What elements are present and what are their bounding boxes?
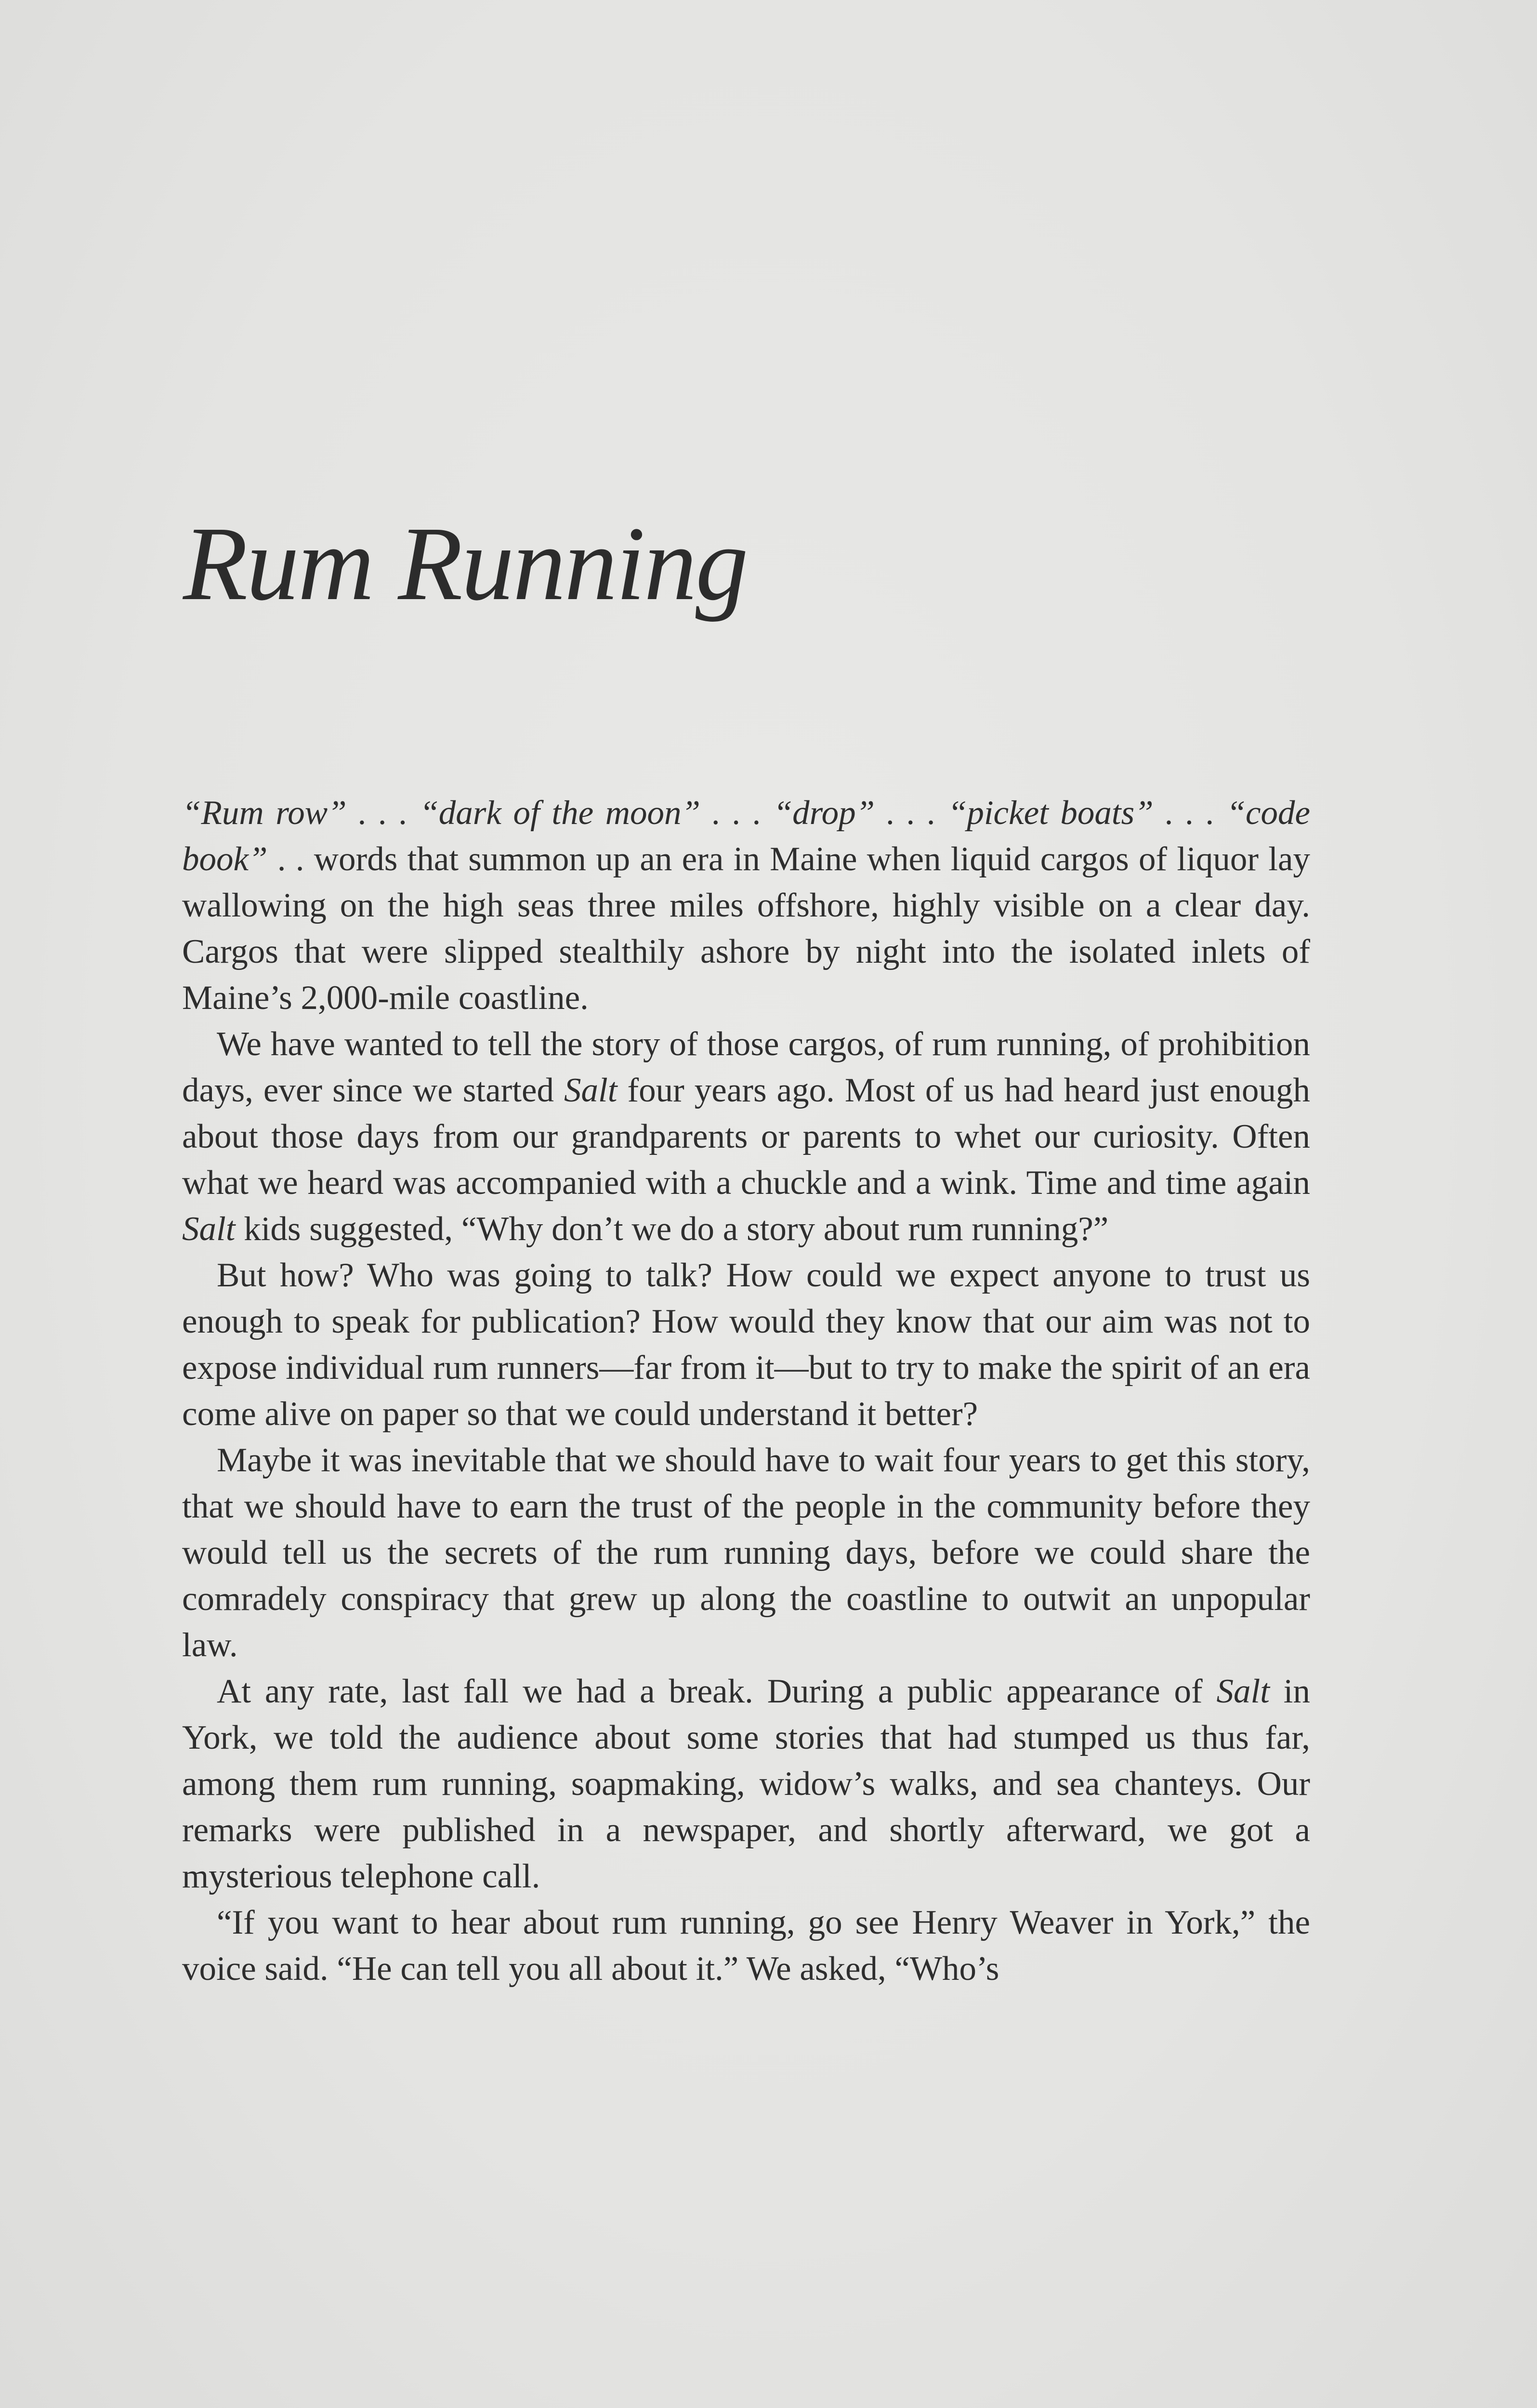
italic-text: Salt	[182, 1210, 236, 1248]
paragraph	[182, 1021, 1310, 1252]
italic-text: Salt	[564, 1072, 617, 1109]
text-run: At any rate, last fall we had a break. During a public appearance of	[217, 1673, 1217, 1710]
paragraph	[182, 790, 1310, 1021]
text-run: . . words that summon up an era in Maine when liquid cargos of liquor lay wallowing on the high seas three miles offshore, highly visible on a clear day. Cargos that were slipped stealthily ashore by night into the isolated inlets of Maine’s 2,000-mile coastline.	[182, 840, 1310, 1017]
body-text	[182, 790, 1310, 1992]
chapter-title: Rum Running	[183, 505, 747, 622]
paragraph	[182, 1899, 1310, 1992]
text-run: four years ago. Most of us had heard just enough about those days from our grandparents or parents to whet our curiosity. Often what we heard was accompanied with a chuckle and a wink. Time and time again	[182, 1072, 1310, 1202]
text-run: in York, we told the audience about some stories that had stumped us thus far, among them rum running, soapmaking, widow’s walks, and sea chanteys. Our remarks were published in a newspaper, and shortly afterward, we got a mysterious telephone call.	[182, 1673, 1310, 1895]
paragraph	[182, 1437, 1310, 1668]
text-run: Maybe it was inevitable that we should have to wait four years to get this story, that we should have to earn the trust of the people in the community before they would tell us the secrets of the rum running days, before we could share the comradely conspiracy that grew up along the coastline to outwit an unpopular law.	[182, 1441, 1310, 1664]
text-run: “If you want to hear about rum running, go see Henry Weaver in York,” the voice said. “He can tell you all about it.” We asked, “Who’s	[182, 1904, 1310, 1988]
text-run: We have wanted to tell the story of those cargos, of rum running, of prohibition days, ever since we started	[182, 1025, 1310, 1109]
text-run: But how? Who was going to talk? How could we expect anyone to trust us enough to speak for publication? How would they know that our aim was not to expose individual rum runners—far from it—but to try to make the spirit of an era come alive on paper so that we could understand it better?	[182, 1256, 1310, 1433]
paragraph	[182, 1252, 1310, 1437]
paragraph	[182, 1668, 1310, 1899]
italic-text: “Rum row” . . . “dark of the moon” . . . “drop” . . . “picket boats” . . . “code book”	[182, 794, 1310, 878]
italic-text: Salt	[1216, 1673, 1270, 1710]
text-run: kids suggested, “Why don’t we do a story about rum running?”	[235, 1210, 1109, 1248]
